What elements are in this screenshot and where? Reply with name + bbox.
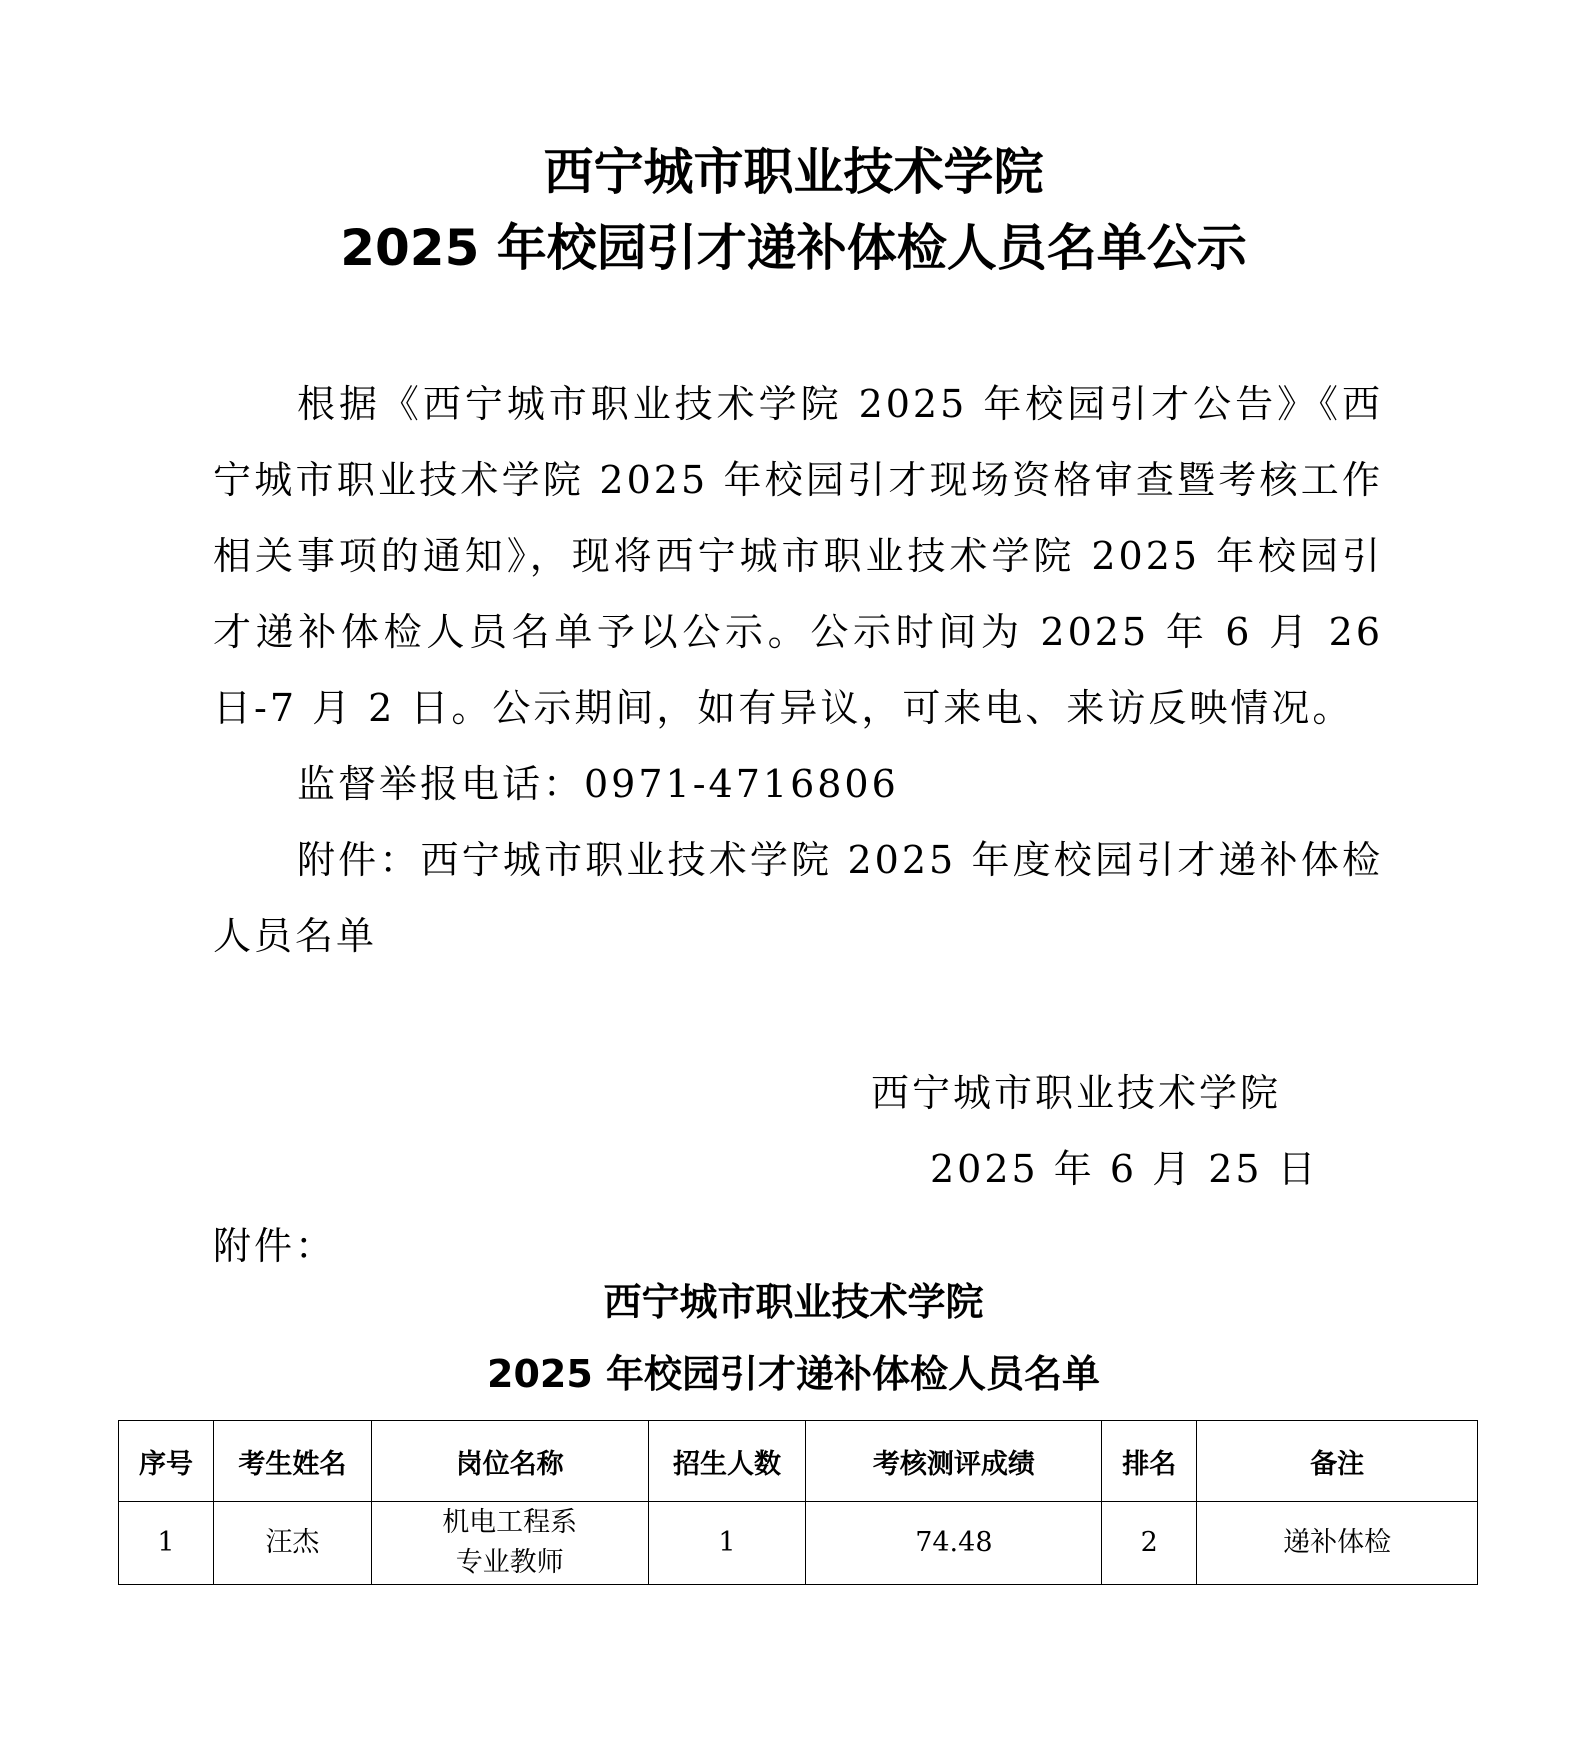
- signature-date: 2025 年 6 月 25 日: [930, 1147, 1319, 1191]
- attachment-title-line-1: 西宁城市职业技术学院: [603, 1280, 984, 1324]
- cell-score: 74.48: [806, 1502, 1102, 1585]
- header-quota: 招生人数: [648, 1421, 806, 1502]
- attachment-title: [0, 1266, 1587, 1410]
- table-header-row: [119, 1421, 1478, 1502]
- report-phone: 监督举报电话：0971-4716806: [297, 762, 899, 806]
- document-title: [0, 134, 1587, 286]
- signature-org: 西宁城市职业技术学院: [871, 1071, 1282, 1115]
- cell-remark: 递补体检: [1197, 1502, 1478, 1585]
- cell-position: [371, 1502, 648, 1585]
- announcement-body: [213, 366, 1383, 974]
- cell-index: 1: [119, 1502, 214, 1585]
- attachment-title-line-2: 2025 年校园引才递补体检人员名单: [487, 1352, 1100, 1396]
- header-remark: 备注: [1197, 1421, 1478, 1502]
- announcement-paragraph: 根据《西宁城市职业技术学院 2025 年校园引才公告》《西宁城市职业技术学院 2025 年校园引才现场资格审查暨考核工作相关事项的通知》，现将西宁城市职业技术学院 2025 年校园引才递补体检人员名单予以公示。公示时间为 2025 年 6 月 26 日-7 月 2 日。公示期间，如有异议，可来电、来访反映情况。: [213, 382, 1383, 730]
- cell-quota: 1: [648, 1502, 806, 1585]
- header-index: 序号: [119, 1421, 214, 1502]
- header-rank: 排名: [1102, 1421, 1197, 1502]
- cell-position-line-1: 机电工程系: [442, 1507, 578, 1538]
- attachment-label: 附件：: [213, 1224, 337, 1268]
- header-score: 考核测评成绩: [806, 1421, 1102, 1502]
- title-line-1: 西宁城市职业技术学院: [543, 143, 1044, 201]
- header-name: 考生姓名: [213, 1421, 371, 1502]
- table-row: [119, 1502, 1478, 1585]
- cell-rank: 2: [1102, 1502, 1197, 1585]
- cell-position-line-2: 专业教师: [455, 1547, 564, 1578]
- cell-name: 汪杰: [213, 1502, 371, 1585]
- title-line-2: 2025 年校园引才递补体检人员名单公示: [340, 219, 1247, 277]
- header-position: 岗位名称: [371, 1421, 648, 1502]
- attachment-note: 附件：西宁城市职业技术学院 2025 年度校园引才递补体检人员名单: [213, 838, 1383, 958]
- roster-table: [118, 1420, 1478, 1585]
